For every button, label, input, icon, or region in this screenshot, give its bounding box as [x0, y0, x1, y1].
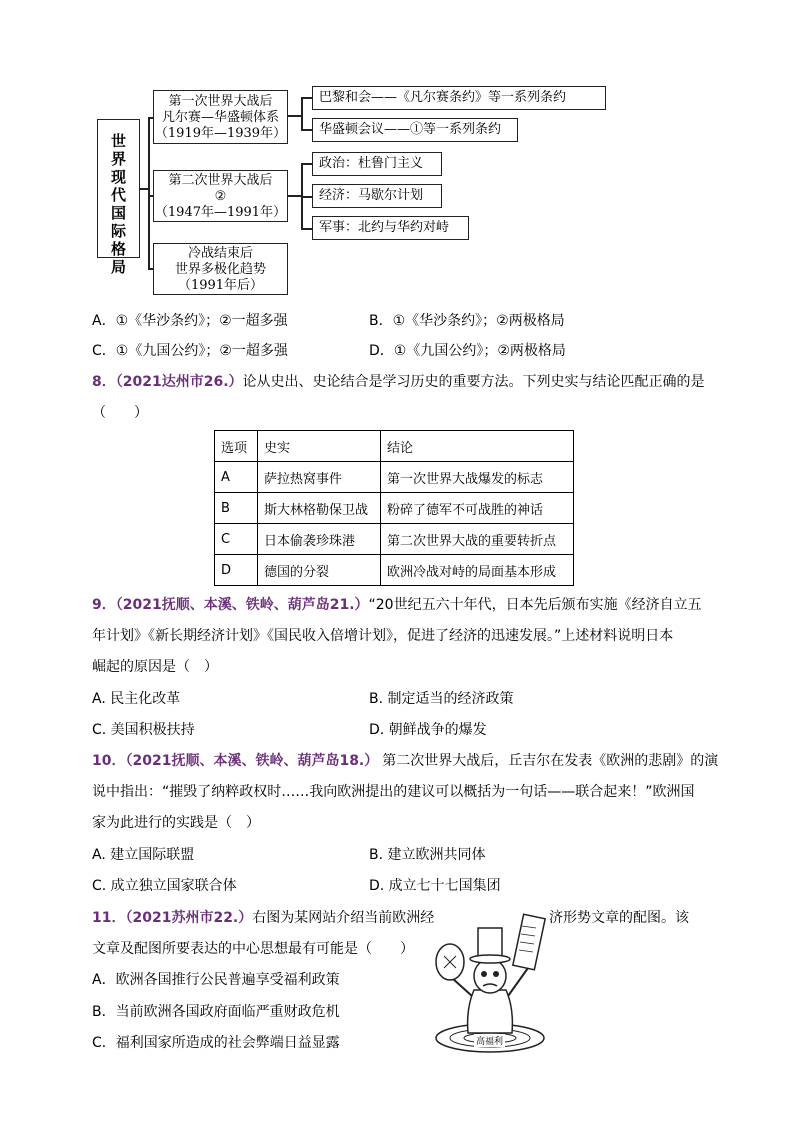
- child-military-text: 军事：北约与华约对峙: [319, 220, 450, 235]
- diagram-child-paris: [312, 86, 606, 110]
- child-economy-text: 经济：马歇尔计划: [319, 188, 424, 203]
- q7-option-d: D．①《九国公约》；②两极格局: [369, 343, 566, 359]
- table-row: [215, 555, 574, 586]
- q10-option-a: A. 建立国际联盟: [92, 847, 195, 863]
- node-ww1-line1: 第一次世界大战后: [168, 94, 273, 109]
- q8-source: （2021达州市26.）: [115, 374, 243, 390]
- table-cell: 粉碎了德军不可战胜的神话: [381, 493, 574, 524]
- table-cell: D: [215, 555, 258, 586]
- q11-stem: [92, 908, 434, 928]
- q7-option-c: C．①《九国公约》；②一超多强: [92, 343, 288, 359]
- node-ww1-line3: （1919年—1939年）: [154, 126, 287, 141]
- q11-option-b: B．当前欧洲各国政府面临严重财政危机: [92, 1004, 340, 1020]
- table-cell: 德国的分裂: [258, 555, 381, 586]
- diagram-node-ww2: [153, 170, 288, 222]
- connector: [301, 129, 312, 131]
- cartoon-label: 高福利: [474, 1034, 505, 1047]
- q11-option-c: C．福利国家所造成的社会弊端日益显露: [92, 1035, 340, 1051]
- node-postcold-line1: 冷战结束后: [187, 246, 253, 261]
- child-paris-text: 巴黎和会——《凡尔赛条约》等一系列条约: [319, 90, 567, 105]
- q9-option-d: D. 朝鲜战争的爆发: [369, 722, 487, 738]
- q9-text-1: “20世纪五六十年代，日本先后颁布实施《经济自立五: [368, 597, 702, 613]
- connector: [288, 195, 302, 197]
- diagram-child-military: [312, 216, 469, 240]
- q8-th-fact: 史实: [258, 431, 381, 462]
- q10-option-d: D. 成立七十七国集团: [369, 878, 501, 894]
- diagram-child-washington: [312, 118, 518, 142]
- q11-number: 11．: [92, 910, 126, 926]
- connector: [301, 196, 312, 198]
- table-cell: 萨拉热窝事件: [258, 462, 381, 493]
- connector: [301, 163, 312, 165]
- q10-number: 10．: [92, 753, 126, 769]
- q9-text-3: 崛起的原因是（ ）: [92, 659, 218, 675]
- node-ww2-line3: （1947年—1991年）: [154, 205, 287, 220]
- table-cell: 斯大林格勒保卫战: [258, 493, 381, 524]
- table-cell: 日本偷袭珍珠港: [258, 524, 381, 555]
- table-cell: 欧洲冷战对峙的局面基本形成: [381, 555, 574, 586]
- child-washington-text: 华盛顿会议——①等一系列条约: [319, 122, 502, 137]
- q10-text-2: 说中指出：“摧毁了纳粹政权时……我向欧洲提出的建议可以概括为一句话——联合起来！”欧洲国: [92, 784, 695, 800]
- q10-option-c: C. 成立独立国家联合体: [92, 878, 237, 894]
- q9-number: 9．: [92, 597, 116, 613]
- connector: [301, 97, 312, 99]
- q11-text-1a: 右图为某网站介绍当前欧洲经: [252, 910, 435, 926]
- node-postcold-line2: 世界多极化趋势: [174, 262, 266, 277]
- diagram-root-box: [97, 119, 140, 276]
- q9-option-c: C. 美国积极扶持: [92, 722, 195, 738]
- q10-source: （2021抚顺、本溪、铁岭、葫芦岛18.）: [125, 753, 379, 769]
- connector: [148, 117, 150, 269]
- q9-option-a: A. 民主化改革: [92, 691, 181, 707]
- q11-source: （2021苏州市22.）: [125, 910, 253, 926]
- welfare-cartoon-image: [430, 898, 550, 1056]
- table-cell: C: [215, 524, 258, 555]
- q11-option-a: A．欧洲各国推行公民普遍享受福利政策: [92, 972, 340, 988]
- q9-stem: [92, 595, 702, 615]
- connector: [288, 115, 302, 117]
- q8-th-conclusion: 结论: [381, 431, 574, 462]
- q7-option-a: A．①《华沙条约》；②一超多强: [92, 313, 288, 329]
- table-cell: A: [215, 462, 258, 493]
- q8-table-header: [215, 431, 574, 462]
- table-cell: 第二次世界大战的重要转折点: [381, 524, 574, 555]
- node-postcold-line3: （1991年后）: [177, 278, 264, 293]
- node-ww2-line2: ②: [214, 189, 227, 204]
- q9-text-2: 年计划》《新长期经济计划》《国民收入倍增计划》，促进了经济的迅速发展。”上述材料说明日本: [92, 628, 674, 644]
- diagram-child-politics: [312, 152, 442, 176]
- node-ww1-line2: 凡尔赛—华盛顿体系: [161, 110, 279, 125]
- diagram-child-economy: [312, 184, 442, 208]
- diagram-root-label: 世界现代国际格局: [110, 132, 126, 276]
- q10-option-b: B. 建立欧洲共同体: [369, 847, 486, 863]
- diagram-node-postcold: [153, 243, 288, 295]
- q8-bracket: （ ）: [92, 405, 148, 421]
- q8-th-option: 选项: [215, 431, 258, 462]
- q10-stem: [92, 751, 718, 771]
- table-row: [215, 493, 574, 524]
- table-row: [215, 524, 574, 555]
- connector: [301, 228, 312, 230]
- q9-source: （2021抚顺、本溪、铁岭、葫芦岛21.）: [115, 597, 369, 613]
- child-politics-text: 政治：杜鲁门主义: [319, 156, 424, 171]
- q8-stem: [92, 372, 705, 392]
- table-row: [215, 462, 574, 493]
- q11-text-2: 文章及配图所要表达的中心思想最有可能是（ ）: [92, 941, 414, 957]
- table-cell: B: [215, 493, 258, 524]
- node-ww2-line1: 第二次世界大战后: [168, 173, 273, 188]
- q8-number: 8．: [92, 374, 116, 390]
- diagram-node-ww1: [153, 90, 288, 144]
- cartoon-drawing: [430, 898, 550, 1056]
- q7-option-b: B．①《华沙条约》；②两极格局: [369, 313, 565, 329]
- connector: [301, 97, 303, 130]
- q8-table: [214, 430, 574, 586]
- q9-option-b: B. 制定适当的经济政策: [369, 691, 514, 707]
- q10-text-3: 家为此进行的实践是（ ）: [92, 815, 260, 831]
- q10-text-1: 第二次世界大战后，丘吉尔在发表《欧洲的悲剧》的演: [382, 753, 719, 769]
- q11-text-1b: 济形势文章的配图。该: [549, 910, 689, 926]
- q8-text-1: 论从史出、史论结合是学习历史的重要方法。下列史实与结论匹配正确的是: [242, 374, 705, 390]
- table-cell: 第一次世界大战爆发的标志: [381, 462, 574, 493]
